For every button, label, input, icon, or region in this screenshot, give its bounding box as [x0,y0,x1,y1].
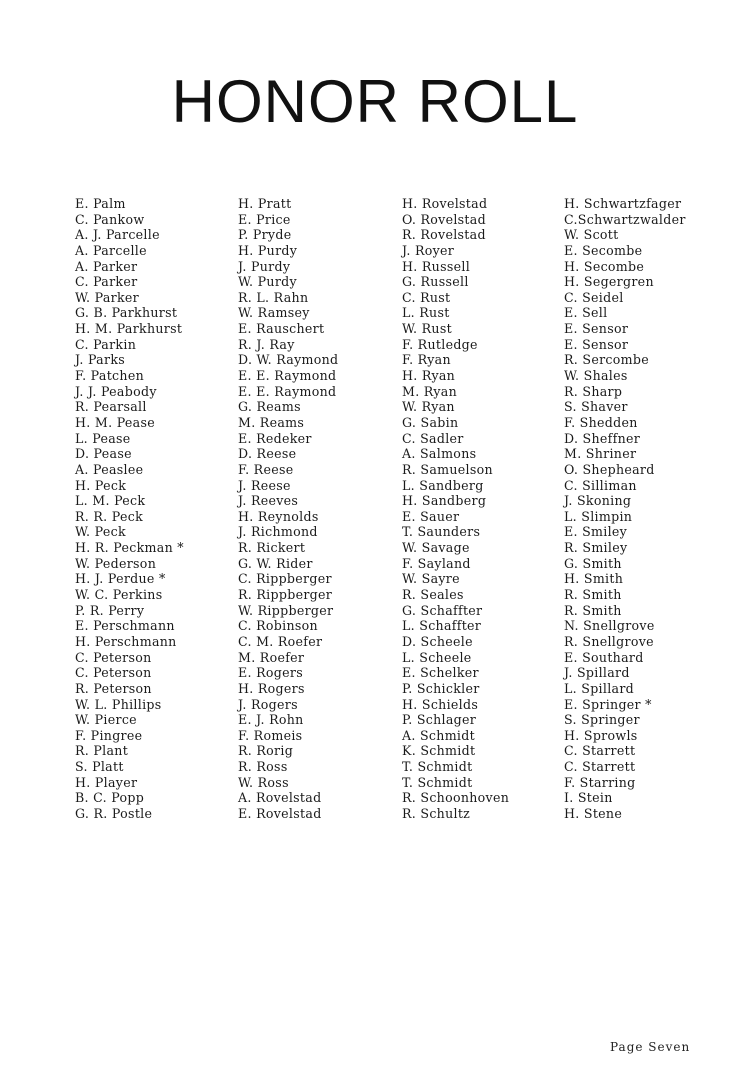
name-entry: G. B. Parkhurst [75,305,178,321]
name-entry: W. Parker [75,289,139,305]
name-entry: C. M. Roefer [238,633,323,649]
name-entry: W. Rust [402,321,452,337]
name-entry: E. Springer * [564,696,652,712]
name-entry: H. Russell [402,258,471,274]
name-entry: E. Price [238,211,291,227]
name-column-2 [238,196,338,822]
name-entry: W. Rippberger [238,602,334,618]
name-entry: H. Segergren [564,274,654,290]
name-entry: E. Sell [564,305,608,321]
name-entry: R. Pearsall [75,399,147,415]
name-entry: R. Schoonhoven [402,790,510,806]
name-entry: E. E. Raymond [238,368,337,384]
name-entry: R. Rorig [238,743,294,759]
name-entry: D. Scheele [402,633,473,649]
name-entry: R. Peterson [75,680,152,696]
name-entry: A. Salmons [402,446,477,462]
name-entry: L. Sandberg [402,477,484,493]
name-entry: H. Perschmann [75,633,177,649]
name-entry: H. Peck [75,477,127,493]
name-entry: P. Schickler [402,680,480,696]
name-entry: T. Saunders [402,524,481,540]
name-entry: F. Reese [238,461,294,477]
name-entry: R. Ross [238,759,288,775]
name-entry: R. L. Rahn [238,289,309,305]
name-entry: E. Rovelstad [238,805,322,821]
name-entry: G. Smith [564,555,622,571]
name-entry: R. Smiley [564,540,628,556]
name-entry: F. Patchen [75,368,144,384]
name-entry: P. Pryde [238,227,292,243]
name-entry: E. Sauer [402,508,460,524]
name-entry: H. Purdy [238,242,298,258]
name-entry: J. Skoning [564,493,632,509]
name-entry: F. Ryan [402,352,451,368]
name-entry: H. Rovelstad [402,196,488,211]
name-entry: K. Schmidt [402,743,476,759]
name-entry: L. Schaffter [402,618,482,634]
name-entry: S. Platt [75,759,124,775]
name-entry: E. Rauschert [238,321,325,337]
name-entry: A. Schmidt [402,727,475,743]
name-entry: A. Parker [75,258,138,274]
name-entry: J. Purdy [238,258,291,274]
name-entry: O. Shepheard [564,461,655,477]
name-entry: T. Schmidt [402,759,473,775]
name-entry: W. C. Perkins [75,587,163,603]
name-entry: M. Ryan [402,383,457,399]
honor-roll-columns [0,196,750,836]
name-entry: T. Schmidt [402,774,473,790]
name-entry: E. E. Raymond [238,383,337,399]
name-entry: L. M. Peck [75,493,146,509]
name-entry: E. Redeker [238,430,312,446]
name-entry: H. Smith [564,571,624,587]
name-entry: F. Shedden [564,414,638,430]
name-entry: F. Rutledge [402,336,478,352]
name-entry: W. Ross [238,774,289,790]
name-entry: D. Reese [238,446,297,462]
name-entry: H. Schields [402,696,479,712]
name-entry: F. Sayland [402,555,471,571]
name-entry: R. Sharp [564,383,623,399]
name-entry: C. Starrett [564,743,636,759]
name-entry: H. M. Pease [75,414,155,430]
name-entry: C. Peterson [75,665,152,681]
name-entry: H. Ryan [402,368,456,384]
page-title: HONOR ROLL [171,68,579,135]
name-entry: G. Sabin [402,414,459,430]
name-entry: H. Schwartzfager [564,196,682,211]
name-entry: G. Reams [238,399,301,415]
name-entry: R. Samuelson [402,461,493,477]
name-entry: E. J. Rohn [238,712,304,728]
name-entry: R. Seales [402,587,464,603]
name-column-1 [75,196,184,822]
name-entry: J. Reeves [238,493,299,509]
name-entry: W. Ramsey [238,305,310,321]
name-entry: L. Scheele [402,649,472,665]
name-entry: H. M. Parkhurst [75,321,183,337]
name-entry: R. Rickert [238,540,306,556]
name-entry: H. J. Perdue * [75,571,166,587]
name-entry: W. Savage [402,540,470,556]
name-entry: C. Rust [402,289,451,305]
name-entry: J. Richmond [238,524,318,540]
name-entry: C. Silliman [564,477,637,493]
name-entry: W. Peck [75,524,126,540]
name-entry: W. Pierce [75,712,137,728]
name-entry: W. Scott [564,227,619,243]
name-entry: C. Pankow [75,211,145,227]
name-entry: R. R. Peck [75,508,144,524]
name-entry: G. R. Postle [75,805,153,821]
name-entry: H. Player [75,774,138,790]
name-entry: E. Sensor [564,336,629,352]
name-entry: W. L. Phillips [75,696,162,712]
name-entry: L. Slimpin [564,508,633,524]
name-entry: J. J. Peabody [75,383,157,399]
name-entry: H. Stene [564,805,623,821]
name-entry: J. Spillard [564,665,630,681]
name-entry: D. Pease [75,446,132,462]
name-entry: J. Rogers [238,696,298,712]
name-entry: S. Springer [564,712,640,728]
name-entry: G. W. Rider [238,555,313,571]
name-entry: H. Pratt [238,196,292,211]
name-entry: E. Palm [75,196,126,211]
name-entry: R. J. Ray [238,336,295,352]
name-entry: F. Starring [564,774,636,790]
name-entry: H. Secombe [564,258,645,274]
name-entry: N. Snellgrove [564,618,655,634]
name-entry: R. Rippberger [238,587,333,603]
name-column-3 [402,196,509,822]
name-entry: C. Rippberger [238,571,332,587]
name-entry: B. C. Popp [75,790,145,806]
name-entry: H. Rogers [238,680,305,696]
name-entry: C. Robinson [238,618,318,634]
name-entry: H. R. Peckman * [75,540,184,556]
name-entry: E. Sensor [564,321,629,337]
name-entry: E. Secombe [564,242,643,258]
name-entry: E. Rogers [238,665,303,681]
name-column-4 [564,196,686,822]
name-entry: R. Sercombe [564,352,649,368]
name-entry: I. Stein [564,790,613,806]
name-entry: W. Pederson [75,555,157,571]
name-entry: J. Reese [238,477,291,493]
name-entry: A. Parcelle [75,242,147,258]
name-entry: H. Reynolds [238,508,319,524]
name-entry: P. Schlager [402,712,477,728]
name-entry: W. Sayre [402,571,460,587]
name-entry: E. Schelker [402,665,479,681]
name-entry: D. Sheffner [564,430,641,446]
name-entry: E. Perschmann [75,618,175,634]
name-entry: R. Smith [564,602,622,618]
name-entry: L. Spillard [564,680,635,696]
name-entry: C. Peterson [75,649,152,665]
name-entry: E. Southard [564,649,644,665]
name-entry: W. Purdy [238,274,297,290]
name-entry: C. Starrett [564,759,636,775]
name-entry: C. Parkin [75,336,137,352]
name-entry: A. Rovelstad [238,790,322,806]
name-entry: M. Shriner [564,446,637,462]
page-number: Page Seven [610,1040,691,1054]
name-entry: D. W. Raymond [238,352,339,368]
name-entry: C. Parker [75,274,138,290]
name-entry: R. Plant [75,743,129,759]
name-entry: O. Rovelstad [402,211,486,227]
name-entry: H. Sandberg [402,493,487,509]
name-entry: J. Royer [402,242,455,258]
name-entry: A. J. Parcelle [75,227,160,243]
name-entry: J. Parks [75,352,126,368]
name-entry: R. Smith [564,587,622,603]
name-entry: P. R. Perry [75,602,145,618]
name-entry: A. Peaslee [75,461,144,477]
name-entry: L. Rust [402,305,450,321]
name-entry: L. Pease [75,430,131,446]
name-entry: C.Schwartzwalder [564,211,686,227]
name-entry: F. Pingree [75,727,143,743]
name-entry: R. Snellgrove [564,633,654,649]
name-entry: F. Romeis [238,727,303,743]
name-entry: R. Rovelstad [402,227,486,243]
name-entry: C. Sadler [402,430,464,446]
name-entry: W. Ryan [402,399,455,415]
name-entry: C. Seidel [564,289,624,305]
name-entry: G. Schaffter [402,602,483,618]
name-entry: H. Sprowls [564,727,638,743]
name-entry: M. Reams [238,414,305,430]
name-entry: G. Russell [402,274,469,290]
name-entry: R. Schultz [402,805,471,821]
name-entry: S. Shaver [564,399,628,415]
name-entry: M. Roefer [238,649,305,665]
name-entry: E. Smiley [564,524,628,540]
name-entry: W. Shales [564,368,628,384]
